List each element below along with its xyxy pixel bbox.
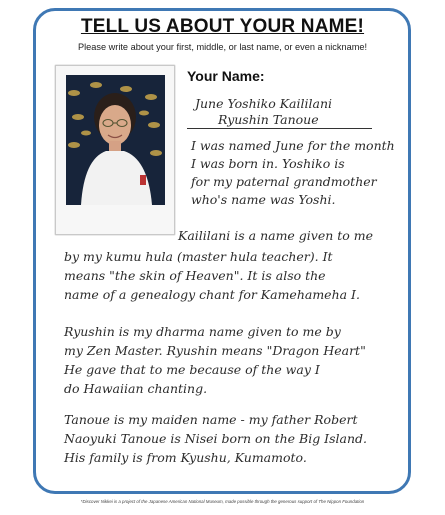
story-line: my Zen Master. Ryushin means "Dragon Heart" [64,343,366,358]
story-line: do Hawaiian chanting. [64,381,208,396]
your-name-label: Your Name: [187,68,265,84]
instant-photo [55,65,175,235]
form-title: TELL US ABOUT YOUR NAME! [80,16,365,37]
story-line: His family is from Kyushu, Kumamoto. [64,450,307,465]
story-line: means "the skin of Heaven". It is also the [64,268,326,283]
story-line: I was named June for the month [191,138,395,153]
story-line: Tanoue is my maiden name - my father Robert [64,412,358,427]
name-handwriting-line1: June Yoshiko Kaililani [195,96,332,111]
name-underline [187,128,372,129]
footer-note: *Discover Nikkei is a project of the Japanese American National Museum, made possible through the generous support of The Nippon Foundation [80,499,365,504]
story-line: name of a genealogy chant for Kamehameha I. [64,287,360,302]
story-line: Ryushin is my dharma name given to me by [64,324,341,339]
name-handwriting-line2: Ryushin Tanoue [218,112,319,127]
story-line: by my kumu hula (master hula teacher). It [64,249,333,264]
story-line: Naoyuki Tanoue is Nisei born on the Big Island. [64,431,368,446]
story-line: He gave that to me because of the way I [64,362,320,377]
form-subtitle: Please write about your first, middle, or last name, or even a nickname! [77,42,368,52]
story-line: for my paternal grandmother [191,174,377,189]
story-line: I was born in. Yoshiko is [191,156,345,171]
story-line: who's name was Yoshi. [191,192,336,207]
story-line: Kaililani is a name given to me [178,228,374,243]
portrait-photo [66,75,165,205]
